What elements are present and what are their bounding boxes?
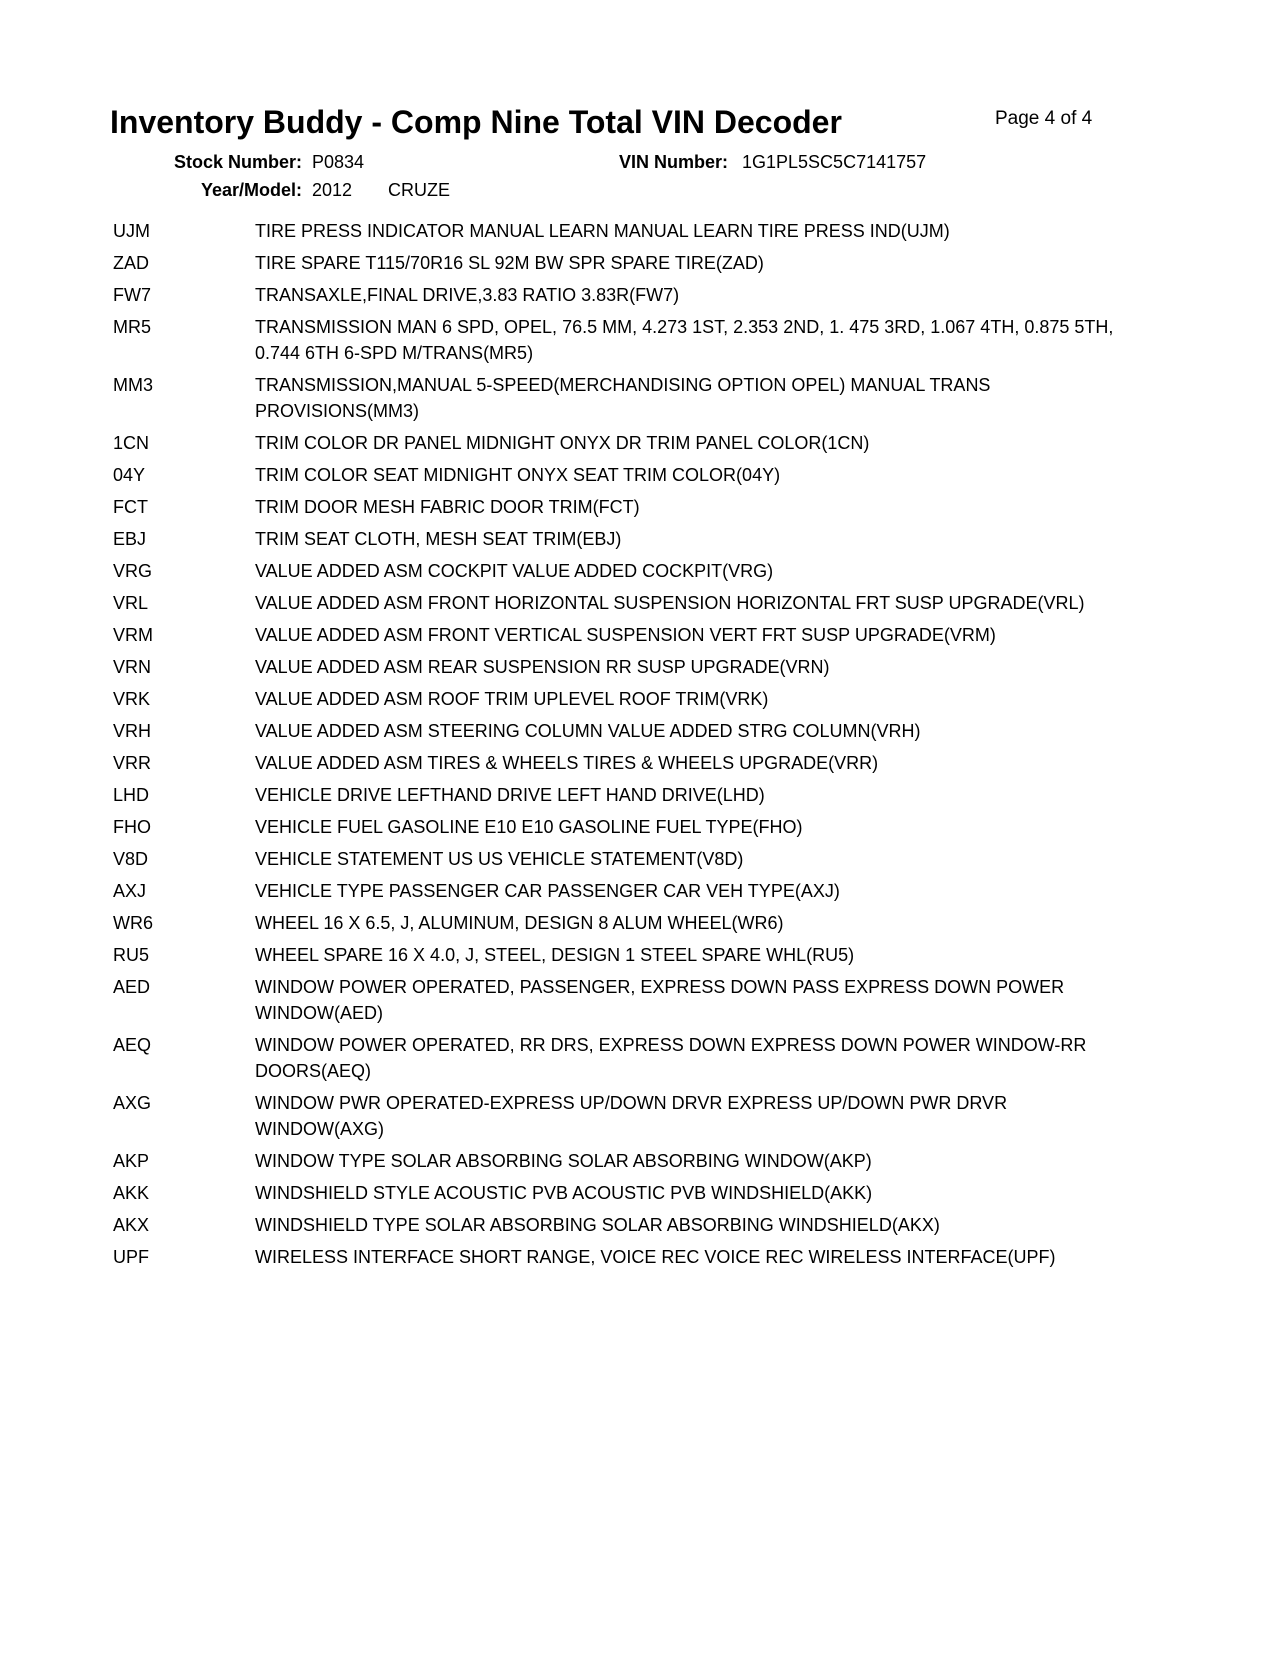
option-code: AKP: [113, 1151, 150, 1171]
option-row: [113, 1090, 1153, 1142]
option-row: [113, 590, 1153, 616]
options-list: [113, 218, 1153, 1276]
option-row: [113, 314, 1153, 366]
option-row: [113, 942, 1153, 968]
option-code: VRG: [113, 561, 153, 581]
option-code: VRN: [113, 657, 152, 677]
option-description: WHEEL SPARE 16 X 4.0, J, STEEL, DESIGN 1 STEEL SPARE WHL(RU5): [255, 945, 855, 965]
option-description: TRIM COLOR DR PANEL MIDNIGHT ONYX DR TRIM PANEL COLOR(1CN): [255, 433, 870, 453]
option-description: TRIM DOOR MESH FABRIC DOOR TRIM(FCT): [255, 497, 640, 517]
option-description: VALUE ADDED ASM TIRES & WHEELS TIRES & WHEELS UPGRADE(VRR): [255, 753, 879, 773]
option-code: MM3: [113, 375, 153, 395]
option-description: TIRE SPARE T115/70R16 SL 92M BW SPR SPARE TIRE(ZAD): [255, 253, 764, 273]
option-code: FCT: [113, 497, 148, 517]
option-row: [113, 1244, 1153, 1270]
option-description: VALUE ADDED ASM STEERING COLUMN VALUE ADDED STRG COLUMN(VRH): [255, 721, 921, 741]
option-row: [113, 718, 1153, 744]
option-description: VALUE ADDED ASM ROOF TRIM UPLEVEL ROOF TRIM(VRK): [255, 689, 769, 709]
option-code: AKK: [113, 1183, 150, 1203]
option-code: VRK: [113, 689, 151, 709]
option-description: TRIM COLOR SEAT MIDNIGHT ONYX SEAT TRIM COLOR(04Y): [255, 465, 781, 485]
page-number-indicator: Page 4 of 4: [995, 108, 1093, 129]
option-code: LHD: [113, 785, 150, 805]
option-code: VRH: [113, 721, 152, 741]
option-code: 04Y: [113, 465, 146, 485]
option-row: [113, 218, 1153, 244]
option-code: AED: [113, 977, 151, 997]
option-row: [113, 430, 1153, 456]
option-row: [113, 814, 1153, 840]
option-code: EBJ: [113, 529, 147, 549]
option-description: VALUE ADDED ASM COCKPIT VALUE ADDED COCKPIT(VRG): [255, 561, 774, 581]
option-description: VEHICLE TYPE PASSENGER CAR PASSENGER CAR VEH TYPE(AXJ): [255, 881, 840, 901]
option-description: VALUE ADDED ASM FRONT VERTICAL SUSPENSION VERT FRT SUSP UPGRADE(VRM): [255, 625, 996, 645]
option-row: [113, 558, 1153, 584]
option-description: TIRE PRESS INDICATOR MANUAL LEARN MANUAL LEARN TIRE PRESS IND(UJM): [255, 221, 950, 241]
option-description: VEHICLE FUEL GASOLINE E10 E10 GASOLINE FUEL TYPE(FHO): [255, 817, 803, 837]
document-header: [0, 0, 1280, 140]
option-code: VRR: [113, 753, 152, 773]
option-description: WINDOW PWR OPERATED-EXPRESS UP/DOWN DRVR EXPRESS UP/DOWN PWR DRVR WINDOW(AXG): [255, 1093, 1008, 1139]
option-code: WR6: [113, 913, 153, 933]
option-code: AKX: [113, 1215, 150, 1235]
model-value: CRUZE: [388, 180, 450, 200]
option-row: [113, 372, 1153, 424]
option-code: MR5: [113, 317, 152, 337]
option-description: WIRELESS INTERFACE SHORT RANGE, VOICE REC VOICE REC WIRELESS INTERFACE(UPF): [255, 1247, 1056, 1267]
option-row: [113, 1180, 1153, 1206]
option-description: WINDOW POWER OPERATED, PASSENGER, EXPRESS DOWN PASS EXPRESS DOWN POWER WINDOW(AED): [255, 977, 1065, 1023]
option-description: TRANSAXLE,FINAL DRIVE,3.83 RATIO 3.83R(FW7): [255, 285, 680, 305]
option-code: ZAD: [113, 253, 149, 273]
option-row: [113, 494, 1153, 520]
option-row: [113, 1148, 1153, 1174]
stock-number-label: Stock Number:: [173, 152, 302, 172]
option-row: [113, 250, 1153, 276]
vin-number-label: VIN Number:: [618, 152, 728, 172]
option-code: UPF: [113, 1247, 149, 1267]
option-description: TRANSMISSION MAN 6 SPD, OPEL, 76.5 MM, 4.273 1ST, 2.353 2ND, 1. 475 3RD, 1.067 4TH, 0.875 5TH, 0.744 6TH 6-SPD M/TRANS(MR5): [255, 317, 1114, 363]
option-row: [113, 878, 1153, 904]
year-value: 2012: [312, 180, 353, 200]
option-row: [113, 654, 1153, 680]
option-code: VRM: [113, 625, 153, 645]
option-row: [113, 282, 1153, 308]
stock-number-value: P0834: [312, 152, 365, 172]
option-code: FHO: [113, 817, 151, 837]
option-row: [113, 750, 1153, 776]
option-description: WINDSHIELD STYLE ACOUSTIC PVB ACOUSTIC PVB WINDSHIELD(AKK): [255, 1183, 873, 1203]
year-model-label: Year/Model:: [200, 180, 302, 200]
option-description: VEHICLE STATEMENT US US VEHICLE STATEMENT(V8D): [255, 849, 744, 869]
option-row: [113, 974, 1153, 1026]
option-row: [113, 910, 1153, 936]
option-description: VALUE ADDED ASM REAR SUSPENSION RR SUSP UPGRADE(VRN): [255, 657, 830, 677]
option-row: [113, 686, 1153, 712]
option-description: TRANSMISSION,MANUAL 5-SPEED(MERCHANDISING OPTION OPEL) MANUAL TRANS PROVISIONS(MM3): [255, 375, 991, 421]
page-title: Inventory Buddy - Comp Nine Total VIN Decoder: [110, 104, 842, 140]
option-code: 1CN: [113, 433, 150, 453]
option-code: AXG: [113, 1093, 152, 1113]
option-code: VRL: [113, 593, 149, 613]
option-description: VEHICLE DRIVE LEFTHAND DRIVE LEFT HAND DRIVE(LHD): [255, 785, 765, 805]
option-row: [113, 462, 1153, 488]
option-code: UJM: [113, 221, 150, 241]
option-description: WINDOW POWER OPERATED, RR DRS, EXPRESS DOWN EXPRESS DOWN POWER WINDOW-RR DOORS(AEQ): [255, 1035, 1087, 1081]
option-code: AXJ: [113, 881, 147, 901]
option-description: WHEEL 16 X 6.5, J, ALUMINUM, DESIGN 8 ALUM WHEEL(WR6): [255, 913, 784, 933]
option-description: WINDSHIELD TYPE SOLAR ABSORBING SOLAR ABSORBING WINDSHIELD(AKX): [255, 1215, 940, 1235]
option-row: [113, 526, 1153, 552]
option-description: VALUE ADDED ASM FRONT HORIZONTAL SUSPENSION HORIZONTAL FRT SUSP UPGRADE(VRL): [255, 593, 1085, 613]
option-row: [113, 782, 1153, 808]
option-code: FW7: [113, 285, 151, 305]
option-row: [113, 1032, 1153, 1084]
option-row: [113, 622, 1153, 648]
vehicle-info-block: [0, 150, 1280, 212]
option-code: RU5: [113, 945, 150, 965]
option-row: [113, 1212, 1153, 1238]
option-code: V8D: [113, 849, 149, 869]
option-description: WINDOW TYPE SOLAR ABSORBING SOLAR ABSORBING WINDOW(AKP): [255, 1151, 872, 1171]
option-description: TRIM SEAT CLOTH, MESH SEAT TRIM(EBJ): [255, 529, 622, 549]
option-code: AEQ: [113, 1035, 152, 1055]
vin-number-value: 1G1PL5SC5C7141757: [742, 152, 927, 172]
option-row: [113, 846, 1153, 872]
